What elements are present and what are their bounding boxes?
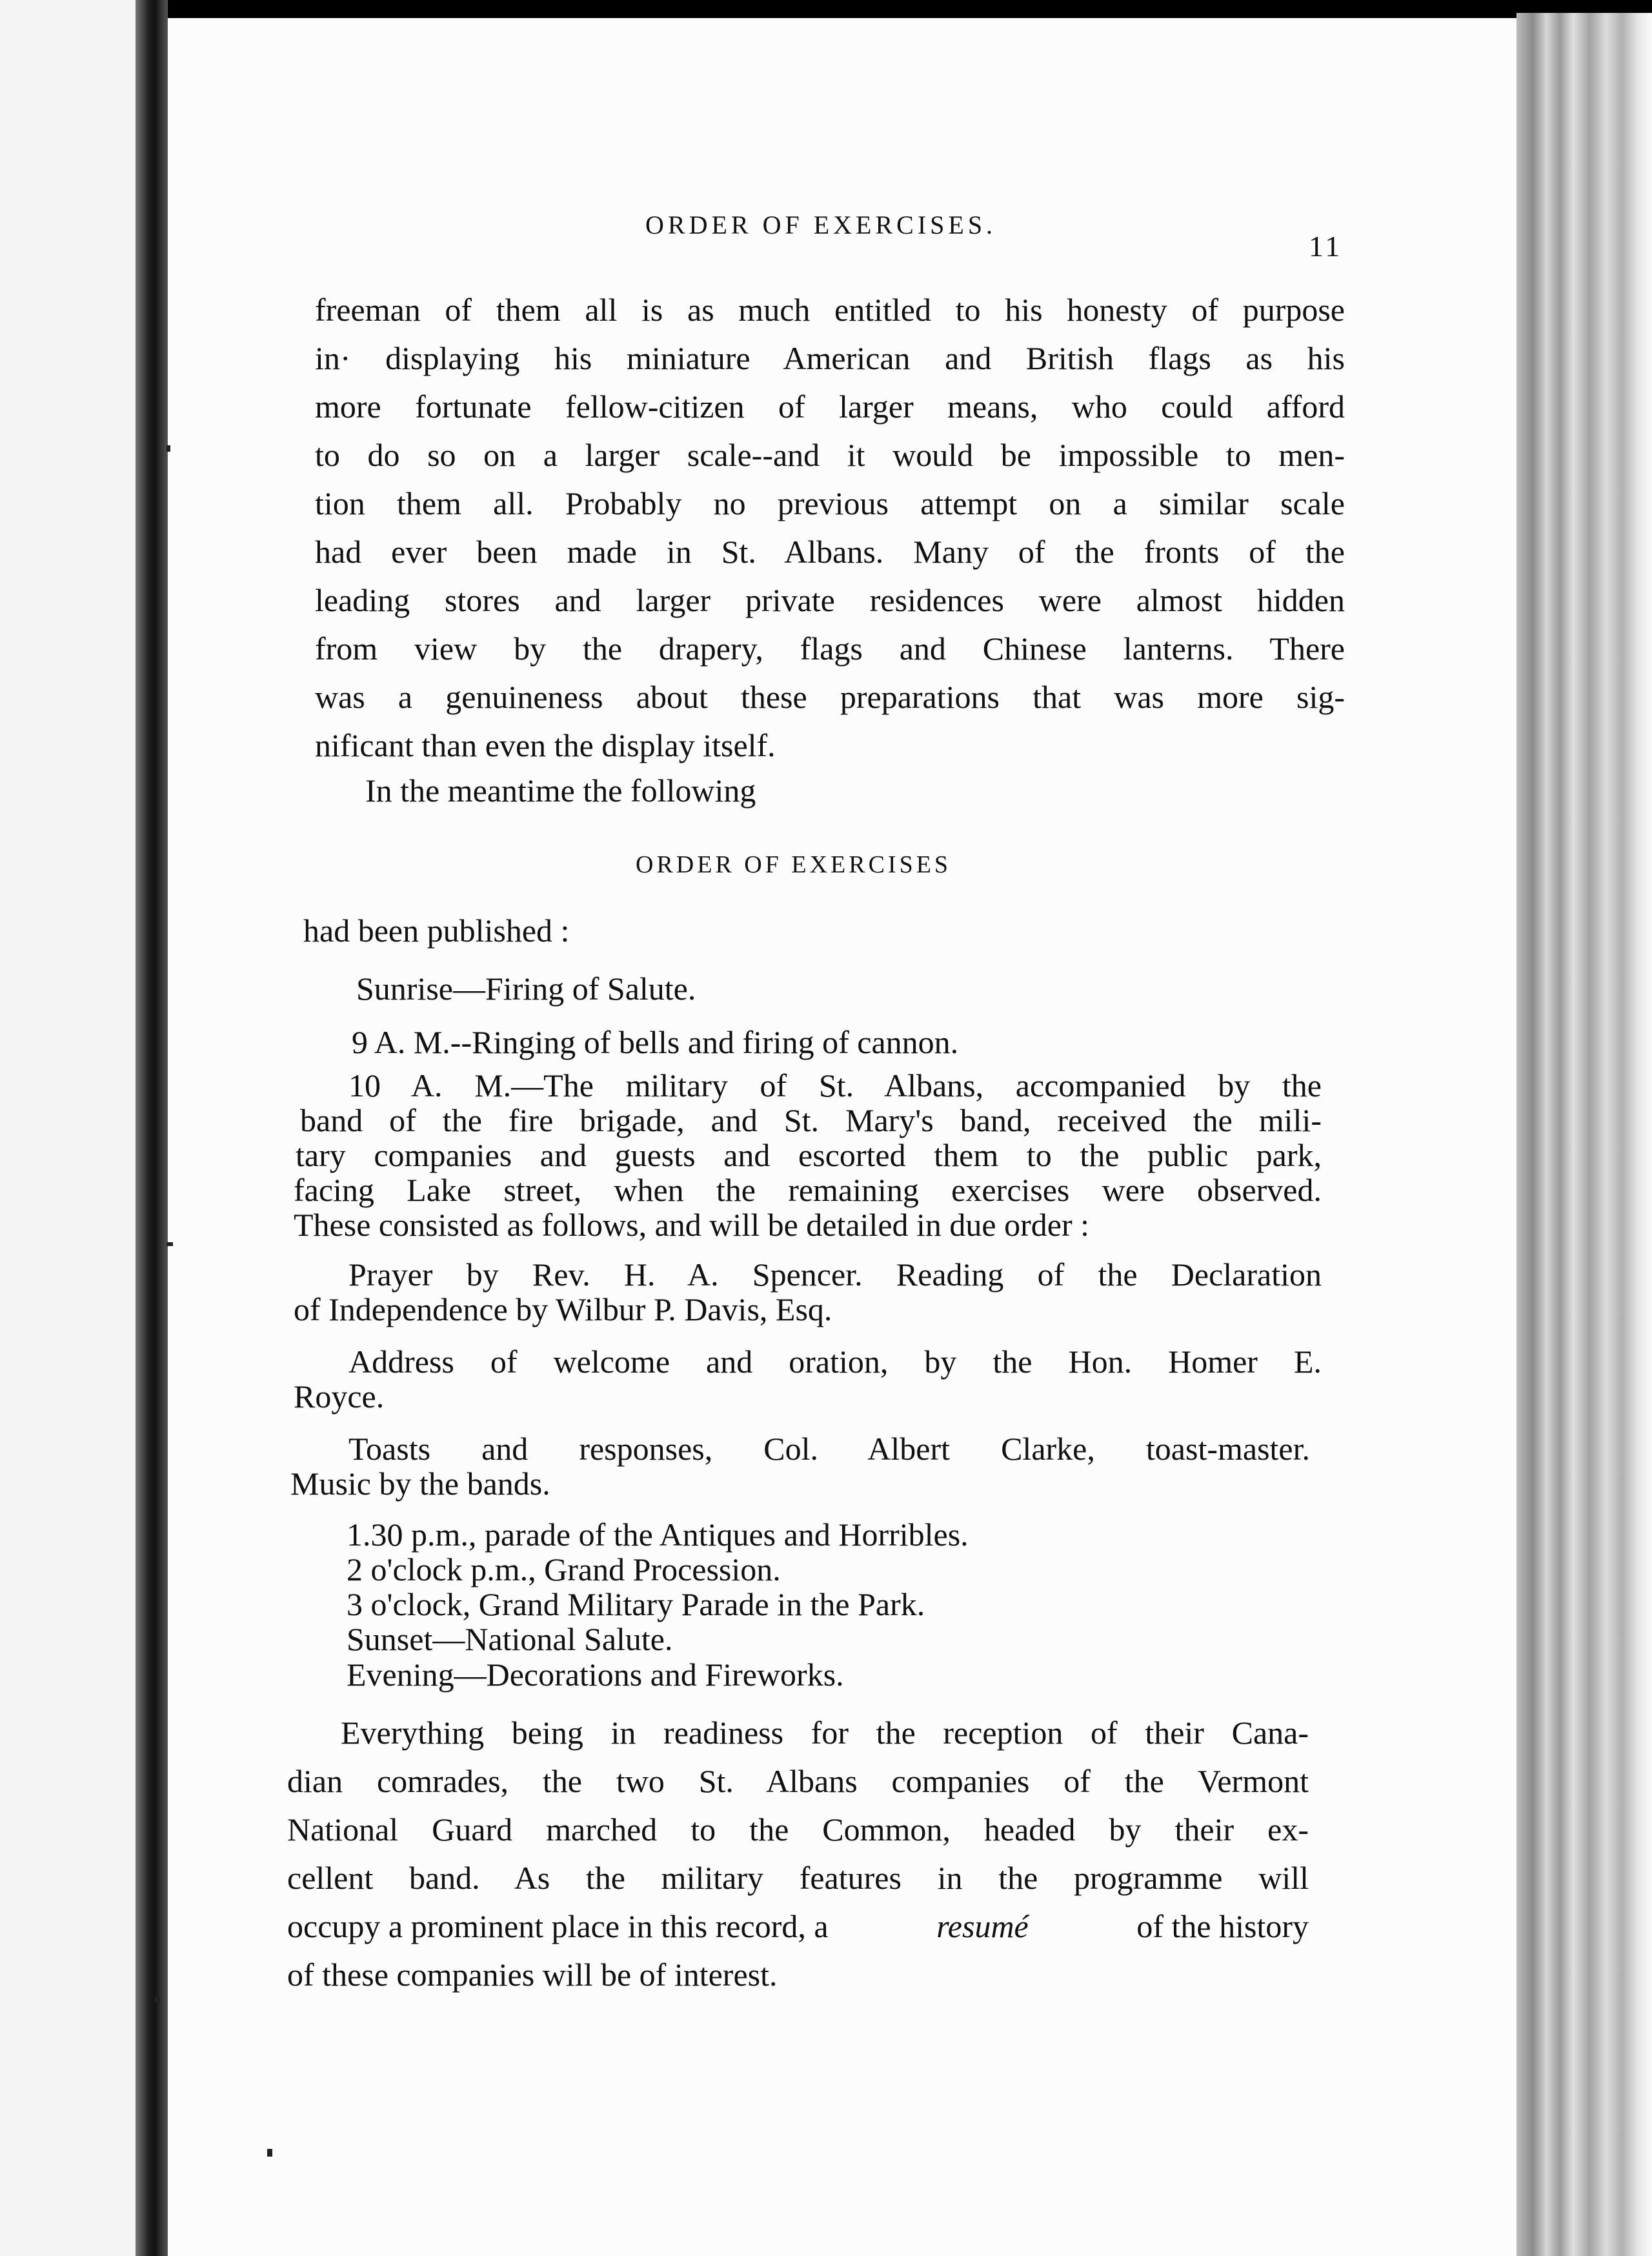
book-gutter	[136, 0, 168, 2256]
program-item: Address of welcome and oration, by the Hon. Homer E.	[348, 1344, 1322, 1380]
body-text: occupy a prominent place in this record, a	[287, 1908, 829, 1944]
program-item: Toasts and responses, Col. Albert Clarke, toast-master.	[348, 1431, 1310, 1467]
body-line: in· displaying his miniature American and British flags as his	[315, 340, 1345, 376]
program-item: 2 o'clock p.m., Grand Procession.	[347, 1551, 781, 1587]
program-item: Royce.	[294, 1378, 385, 1415]
program-item: 3 o'clock, Grand Military Parade in the Park.	[347, 1586, 925, 1622]
scan-mark	[166, 445, 170, 452]
page-edges	[1516, 13, 1652, 2256]
program-item: These consisted as follows, and will be detailed in due order :	[294, 1207, 1090, 1243]
left-page-edge	[0, 0, 136, 2256]
body-line: of these companies will be of interest.	[287, 1957, 778, 1993]
program-item: 9 A. M.--Ringing of bells and firing of cannon.	[352, 1024, 959, 1060]
body-line: was a genuineness about these preparations that was more sig-	[315, 679, 1345, 715]
program-item: 10 A. M.—The military of St. Albans, accompanied by the	[348, 1067, 1322, 1103]
section-heading: ORDER OF EXERCISES	[636, 851, 952, 878]
program-item: tary companies and guests and escorted them to the public park,	[296, 1137, 1322, 1173]
program-item: band of the fire brigade, and St. Mary's band, received the mili-	[300, 1102, 1322, 1138]
program-item: of Independence by Wilbur P. Davis, Esq.	[294, 1291, 832, 1327]
body-line: tion them all. Probably no previous attempt on a similar scale	[315, 485, 1345, 521]
body-line: to do so on a larger scale--and it would be impossible to men-	[315, 437, 1345, 473]
italic-word-resume: resumé	[936, 1908, 1029, 1944]
body-line: more fortunate fellow-citizen of larger means, who could afford	[315, 388, 1345, 425]
program-item: 1.30 p.m., parade of the Antiques and Horribles.	[347, 1516, 969, 1553]
body-line: cellent band. As the military features in the programme will	[287, 1860, 1309, 1896]
program-item: Prayer by Rev. H. A. Spencer. Reading of the Declaration	[348, 1256, 1322, 1293]
scan-mark	[155, 1997, 160, 2002]
body-line: Everything being in readiness for the reception of their Cana-	[341, 1715, 1309, 1751]
body-line	[287, 1907, 1309, 1946]
body-line: leading stores and larger private residences were almost hidden	[315, 582, 1345, 618]
body-line: nificant than even the display itself.	[315, 727, 776, 763]
program-item: facing Lake street, when the remaining exercises were observed.	[294, 1172, 1322, 1208]
program-item: Sunset—National Salute.	[347, 1621, 673, 1657]
program-item: Evening—Decorations and Fireworks.	[347, 1657, 844, 1693]
program-item: Sunrise—Firing of Salute.	[356, 971, 696, 1007]
program-item: Music by the bands.	[290, 1465, 550, 1502]
published-line: had been published :	[303, 912, 570, 949]
body-line: National Guard marched to the Common, headed by their ex-	[287, 1811, 1309, 1848]
scan-mark	[166, 1242, 173, 1246]
running-head: ORDER OF EXERCISES.	[645, 210, 997, 239]
body-line: freeman of them all is as much entitled to his honesty of purpose	[315, 292, 1345, 328]
page-number: 11	[1309, 230, 1343, 263]
body-line: had ever been made in St. Albans. Many of the fronts of the	[315, 534, 1345, 570]
body-line: from view by the drapery, flags and Chinese lanterns. There	[315, 630, 1345, 667]
scan-mark	[267, 2149, 272, 2157]
intro-line: In the meantime the following	[365, 772, 756, 809]
body-text: of the history	[1136, 1908, 1309, 1944]
body-line: dian comrades, the two St. Albans companies of the Vermont	[287, 1763, 1309, 1799]
